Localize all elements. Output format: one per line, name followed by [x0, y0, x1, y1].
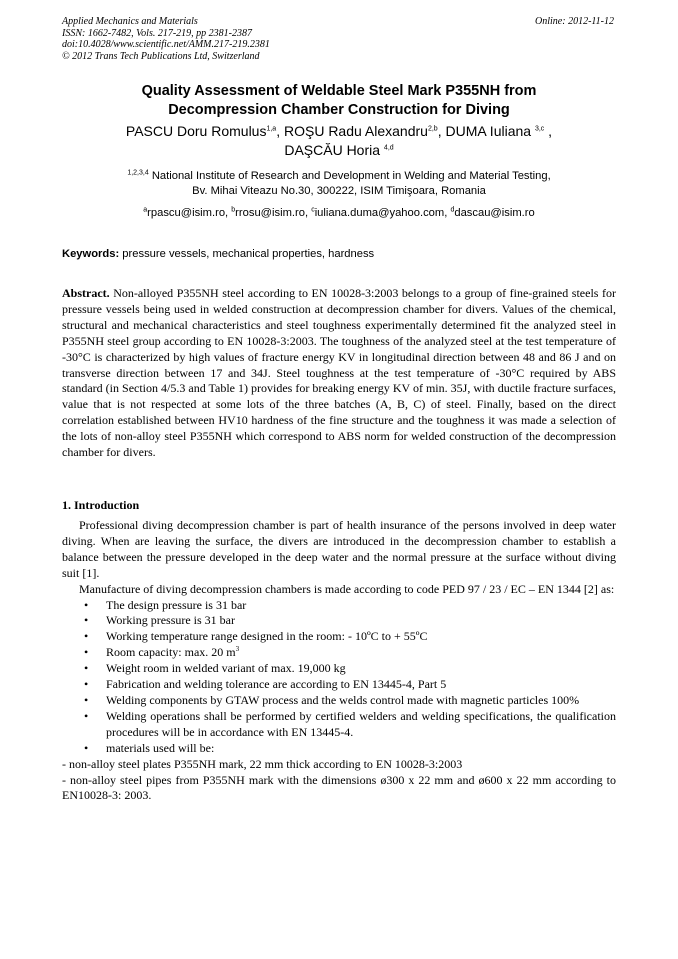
- list-item-text: Working temperature range designed in the room: - 10ºC to + 55ºC: [106, 629, 428, 644]
- author-affil-mark: 4,d: [383, 144, 394, 152]
- affiliation-line-2: Bv. Mihai Viteazu No.30, 300222, ISIM Timişoara, Romania: [192, 185, 486, 197]
- author-affil-mark: 2,b: [427, 125, 438, 133]
- author-name: ROŞU Radu Alexandru: [283, 123, 428, 139]
- journal-header: [62, 16, 270, 62]
- bullet-icon: •: [84, 692, 89, 707]
- author-affil-mark: 1,a: [266, 125, 277, 133]
- email-mark: c: [311, 206, 315, 214]
- author-separator: ,: [544, 123, 553, 139]
- doi-line: doi:10.4028/www.scientific.net/AMM.217-219.2381: [62, 39, 270, 50]
- list-item: [62, 598, 616, 614]
- email-mark: d: [450, 206, 455, 214]
- list-item-text: The design pressure is 31 bar: [106, 597, 247, 612]
- author-affil-mark: 3,c: [534, 125, 545, 133]
- section-heading: 1. Introduction: [62, 498, 140, 512]
- issn-line: ISSN: 1662-7482, Vols. 217-219, pp 2381-2387: [62, 27, 252, 39]
- abstract-text: Non-alloyed P355NH steel according to EN 10028-3:2003 belongs to a group of fine-grained steels for pressure vessels being used in welded construction at decompression chamber for divers. Values of the chemical, structural and mechanical characteristics and steel toughness experimentally determined fit the analyzed steel in P355NH steel group according to EN 10028-3:2003. The toughness of the analyzed steel at the test temperature of -30°C is characterized by high values of fracture energy KV in longitudinal direction between 48 and 86 J and on transverse direction between 17 and 34J. Steel toughness at the test temperature of -30°C required by ABS standard (in Section 4/5.3 and Table 1) provides for breaking energy KV of min. 35J, with ductile fracture surfaces, value that is not respected at some lots of the three batches (A, B, C) of steel. Finally, based on the direct correlation established between HV10 hardness of the fine structure and the toughness it was made a selection of the lots of non-alloy steel P355NH which correspond to ABS norm for welded construction of the decompression chamber for divers.: [62, 286, 616, 460]
- list-item: [62, 677, 616, 693]
- bullet-icon: •: [84, 629, 89, 644]
- journal-name: Applied Mechanics and Materials: [62, 16, 198, 27]
- online-date: Online: 2012-11-12: [535, 16, 614, 27]
- abstract-label: Abstract.: [62, 286, 110, 300]
- author-separator: ,: [437, 123, 446, 139]
- bullet-icon: •: [84, 677, 89, 692]
- list-item: [62, 661, 616, 677]
- email-address[interactable]: rrosu@isim.ro,: [235, 207, 312, 219]
- list-item-text: Welding components by GTAW process and the welds control made with magnetic particles 100%: [106, 692, 580, 707]
- list-item: [62, 629, 616, 645]
- author-separator: ,: [276, 123, 284, 139]
- email-mark: b: [231, 206, 236, 214]
- list-item-text: Fabrication and welding tolerance are according to EN 13445-4, Part 5: [106, 677, 447, 692]
- email-address[interactable]: dascau@isim.ro: [454, 207, 535, 219]
- materials-line-1: - non-alloy steel plates P355NH mark, 22 mm thick according to EN 10028-3:2003: [62, 756, 463, 771]
- unit-superscript: 3: [235, 645, 240, 654]
- affiliation-line-1: National Institute of Research and Development in Welding and Material Testing,: [148, 170, 551, 182]
- title-line-2: Decompression Chamber Construction for Diving: [168, 102, 510, 118]
- affiliation-mark: 1,2,3,4: [127, 169, 149, 177]
- author-name: DUMA Iuliana: [445, 123, 535, 139]
- keywords-text: pressure vessels, mechanical properties, hardness: [119, 248, 375, 260]
- copyright-line: © 2012 Trans Tech Publications Ltd, Switzerland: [62, 50, 260, 62]
- author-list: [62, 122, 616, 160]
- list-item-text: materials used will be:: [106, 740, 215, 755]
- section-body: [62, 518, 616, 804]
- author-name: DAŞCĂU Horia: [284, 142, 384, 158]
- bullet-icon: •: [84, 613, 89, 628]
- paper-title: [62, 82, 616, 120]
- keywords: [62, 247, 616, 262]
- list-item: [62, 709, 616, 741]
- abstract: [62, 286, 616, 461]
- list-item-text: Welding operations shall be performed by certified welders and welding specifications, the qualification procedures will be in accordance with EN 13445-4.: [106, 708, 616, 739]
- affiliation: [62, 169, 616, 199]
- list-item-text: Weight room in welded variant of max. 19,000 kg: [106, 661, 346, 676]
- list-item-text: Room capacity: max. 20 m: [106, 645, 236, 660]
- bullet-icon: •: [84, 597, 89, 612]
- email-address[interactable]: iuliana.duma@yahoo.com,: [314, 207, 451, 219]
- list-item: [62, 693, 616, 709]
- bullet-icon: •: [84, 645, 89, 660]
- title-line-1: Quality Assessment of Weldable Steel Mark P355NH from: [141, 83, 537, 99]
- list-item: [62, 645, 616, 661]
- author-name: PASCU Doru Romulus: [125, 123, 267, 139]
- bullet-icon: •: [84, 708, 89, 723]
- keywords-label: Keywords:: [62, 248, 120, 260]
- list-item-text: Working pressure is 31 bar: [106, 613, 236, 628]
- email-list: [62, 206, 616, 221]
- paragraph: Manufacture of diving decompression chambers is made according to code PED 97 / 23 / EC – EN 1344 [2] as:: [79, 581, 615, 596]
- paragraph: Professional diving decompression chamber is part of health insurance of the persons involved in deep water diving. When are leaving the surface, the divers are introduced in the decompression chamber to establish a balance between the pressure developed in the deep water and the normal pressure at the surface without diving suit [1].: [62, 518, 616, 580]
- bullet-icon: •: [84, 661, 89, 676]
- email-address[interactable]: rpascu@isim.ro,: [147, 207, 232, 219]
- list-item: [62, 741, 616, 757]
- email-mark: a: [143, 206, 148, 214]
- list-item: [62, 613, 616, 629]
- requirements-list: [62, 598, 616, 757]
- materials-line-2: - non-alloy steel pipes from P355NH mark with the dimensions ø300 x 22 mm and ø600 x 22 mm according to EN10028-3: 2003.: [62, 772, 616, 803]
- bullet-icon: •: [84, 740, 89, 755]
